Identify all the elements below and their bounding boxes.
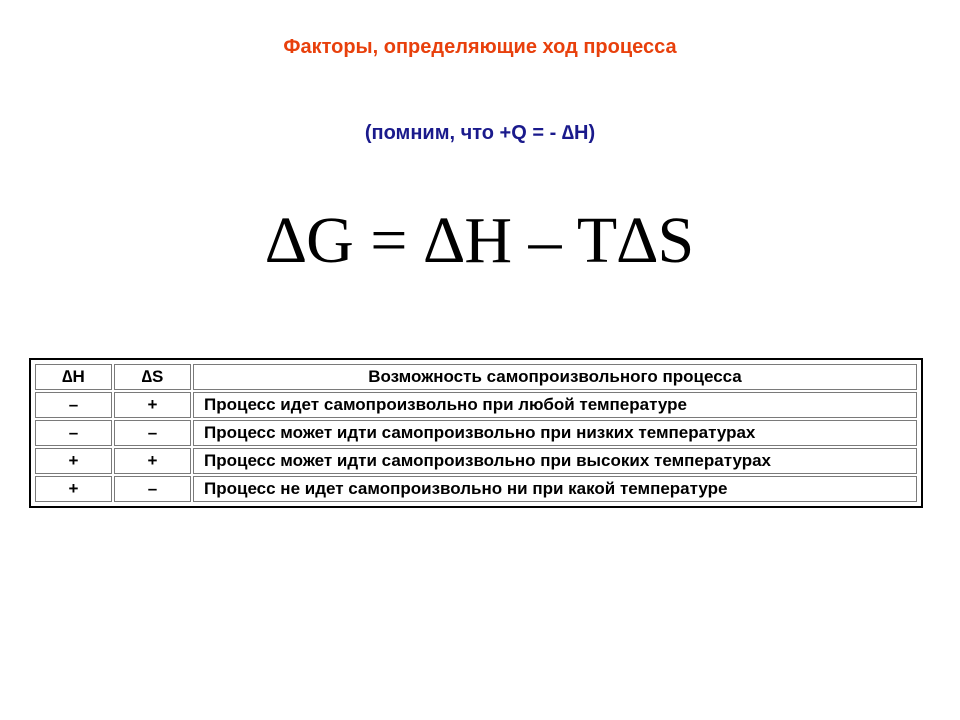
cell-description: Процесс идет самопроизвольно при любой температуре bbox=[193, 392, 917, 418]
table-row bbox=[35, 448, 917, 474]
cell-delta-h: + bbox=[35, 476, 112, 502]
cell-delta-h: + bbox=[35, 448, 112, 474]
cell-delta-h: – bbox=[35, 420, 112, 446]
header-possibility: Возможность самопроизвольного процесса bbox=[193, 364, 917, 390]
cell-description: Процесс не идет самопроизвольно ни при какой температуре bbox=[193, 476, 917, 502]
cell-delta-s: – bbox=[114, 476, 191, 502]
cell-description: Процесс может идти самопроизвольно при низких температурах bbox=[193, 420, 917, 446]
conditions-table-grid bbox=[33, 362, 919, 504]
header-delta-s: ∆S bbox=[114, 364, 191, 390]
table-row bbox=[35, 420, 917, 446]
slide-title: Факторы, определяющие ход процесса bbox=[283, 36, 677, 58]
table-row bbox=[35, 476, 917, 502]
header-delta-h: ∆H bbox=[35, 364, 112, 390]
cell-delta-s: + bbox=[114, 448, 191, 474]
cell-delta-s: – bbox=[114, 420, 191, 446]
cell-description: Процесс может идти самопроизвольно при высоких температурах bbox=[193, 448, 917, 474]
conditions-table bbox=[29, 358, 923, 508]
cell-delta-s: + bbox=[114, 392, 191, 418]
cell-delta-h: – bbox=[35, 392, 112, 418]
gibbs-formula: ∆G = ∆H – T∆S bbox=[265, 204, 695, 277]
table-row bbox=[35, 392, 917, 418]
subtitle-note: (помним, что +Q = - ∆H) bbox=[364, 122, 596, 144]
table-header-row bbox=[35, 364, 917, 390]
